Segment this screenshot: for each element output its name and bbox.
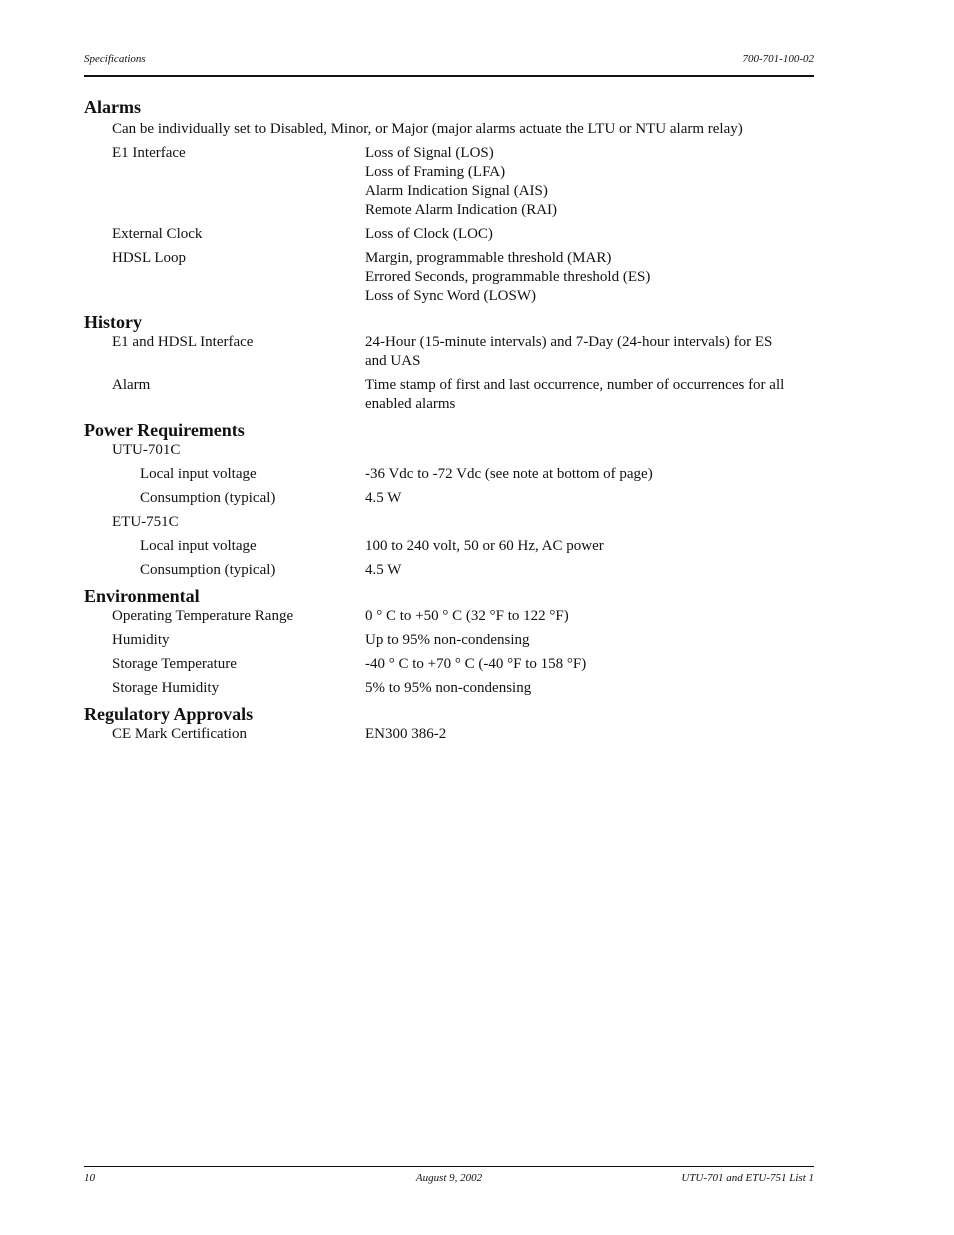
spec-label: Local input voltage	[140, 538, 257, 554]
spec-label: E1 and HDSL Interface	[112, 334, 254, 350]
section-regulatory	[84, 703, 814, 744]
spec-value: Time stamp of first and last occurrence, number of occurrences for all enabled alarms	[365, 377, 785, 412]
section-title: History	[84, 312, 142, 332]
page-number: 10	[84, 1172, 95, 1184]
spec-label: ETU-751C	[112, 514, 179, 530]
section-title: Alarms	[84, 97, 141, 117]
spec-value-line: Loss of Signal (LOS)	[365, 145, 494, 161]
spec-value	[365, 249, 786, 306]
spec-row-humidity	[84, 631, 814, 650]
spec-value-line: Loss of Clock (LOC)	[365, 226, 493, 242]
spec-value: 5% to 95% non-condensing	[365, 680, 532, 696]
spec-value: 4.5 W	[365, 562, 402, 578]
spec-value-line: Loss of Sync Word (LOSW)	[365, 288, 536, 304]
spec-row-utu-consumption	[84, 489, 814, 508]
section-title: Environmental	[84, 586, 200, 606]
alarms-intro: Can be individually set to Disabled, Minor, or Major (major alarms actuate the LTU or NTU alarm relay)	[112, 121, 743, 137]
spec-value: 0 ° C to +50 ° C (32 °F to 122 °F)	[365, 608, 569, 624]
spec-label: Consumption (typical)	[140, 490, 276, 506]
header-doc-number: 700-701-100-02	[742, 53, 814, 65]
spec-value: -36 Vdc to -72 Vdc (see note at bottom of page)	[365, 466, 653, 482]
spec-label: External Clock	[112, 226, 203, 242]
spec-label: Consumption (typical)	[140, 562, 276, 578]
spec-row-utu-voltage	[84, 465, 814, 484]
spec-value: 4.5 W	[365, 490, 402, 506]
spec-value-line: Errored Seconds, programmable threshold (ES)	[365, 269, 651, 285]
spec-row-etu-consumption	[84, 561, 814, 580]
spec-row-storage-temp	[84, 655, 814, 674]
section-power	[84, 419, 814, 580]
page-header	[84, 53, 814, 77]
section-history	[84, 311, 814, 414]
spec-row-etu-voltage	[84, 537, 814, 556]
spec-row-alarm	[84, 376, 814, 414]
spec-row-external-clock	[84, 225, 814, 244]
section-alarms	[84, 96, 814, 306]
spec-label: Humidity	[112, 632, 170, 648]
spec-value: Up to 95% non-condensing	[365, 632, 530, 648]
spec-row-e1-hdsl-interface	[84, 333, 814, 371]
footer-product: UTU-701 and ETU-751 List 1	[681, 1172, 814, 1184]
spec-row-hdsl-loop	[84, 249, 814, 306]
spec-row-storage-humidity	[84, 679, 814, 698]
spec-value	[365, 225, 786, 244]
spec-row-ce-mark	[84, 725, 814, 744]
spec-label: Operating Temperature Range	[112, 608, 294, 624]
spec-label: E1 Interface	[112, 145, 186, 161]
spec-value	[365, 144, 786, 220]
spec-label: Storage Humidity	[112, 680, 220, 696]
spec-row-utu	[84, 441, 814, 460]
spec-value: -40 ° C to +70 ° C (-40 °F to 158 °F)	[365, 656, 587, 672]
spec-value-line: Alarm Indication Signal (AIS)	[365, 183, 548, 199]
section-title: Power Requirements	[84, 420, 245, 440]
spec-label: Alarm	[112, 377, 151, 393]
spec-value: 24-Hour (15-minute intervals) and 7-Day (24-hour intervals) for ES and UAS	[365, 334, 773, 369]
spec-label: HDSL Loop	[112, 250, 187, 266]
spec-value-line: Margin, programmable threshold (MAR)	[365, 250, 612, 266]
spec-content	[84, 96, 814, 749]
spec-value-line: Loss of Framing (LFA)	[365, 164, 506, 180]
spec-label: CE Mark Certification	[112, 726, 247, 742]
spec-value: EN300 386-2	[365, 726, 447, 742]
spec-row-e1-interface	[84, 144, 814, 220]
spec-value: 100 to 240 volt, 50 or 60 Hz, AC power	[365, 538, 604, 554]
section-title: Regulatory Approvals	[84, 704, 254, 724]
header-section-name: Specifications	[84, 53, 146, 65]
spec-row-etu	[84, 513, 814, 532]
footer-date: August 9, 2002	[415, 1172, 483, 1184]
spec-label: Local input voltage	[140, 466, 257, 482]
spec-label: UTU-701C	[112, 442, 181, 458]
page-footer	[84, 1166, 814, 1187]
section-environmental	[84, 585, 814, 698]
spec-value	[365, 441, 786, 460]
spec-value-line: Remote Alarm Indication (RAI)	[365, 202, 558, 218]
spec-label: Storage Temperature	[112, 656, 237, 672]
spec-row-operating-temp	[84, 607, 814, 626]
spec-value	[365, 513, 786, 532]
